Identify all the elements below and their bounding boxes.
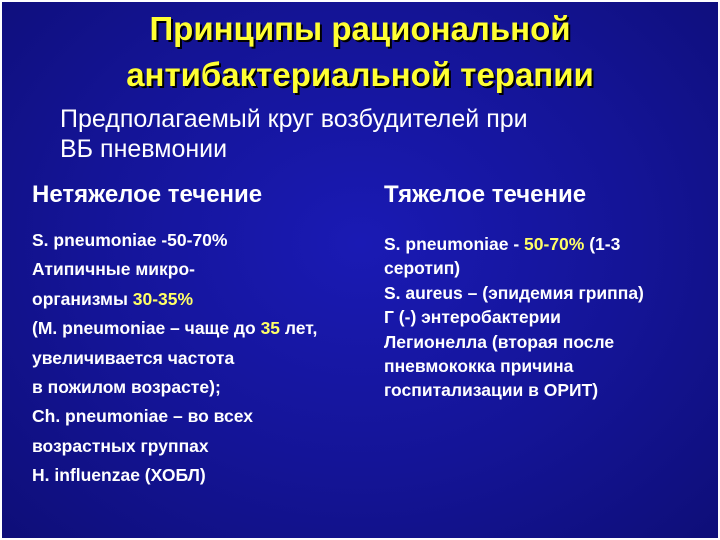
highlighted-number: 35 bbox=[260, 318, 281, 339]
slide-subtitle bbox=[60, 104, 528, 164]
pathogen-text: Ch. pneumoniae – во всех bbox=[32, 406, 253, 427]
pathogen-text: Легионелла (вторая после bbox=[384, 331, 615, 352]
pathogen-text: S. aureus – (эпидемия гриппа) bbox=[384, 282, 644, 303]
pathogen-text: пневмококка причина bbox=[384, 356, 574, 377]
pathogen-text: (1-3 bbox=[584, 234, 621, 254]
highlighted-number: 50-70% bbox=[524, 234, 585, 254]
severe-course-pathogen-list bbox=[384, 232, 644, 403]
mild-course-pathogen-list bbox=[32, 226, 317, 491]
pathogen-line bbox=[32, 373, 317, 402]
title-line-1: Принципы рациональной bbox=[149, 10, 571, 47]
pathogen-text: организмы bbox=[32, 288, 133, 309]
pathogen-text: госпитализации в ОРИТ) bbox=[384, 380, 599, 401]
pathogen-text: лет, bbox=[280, 318, 318, 339]
pathogen-line bbox=[32, 344, 317, 373]
pathogen-text: S. pneumoniae - bbox=[384, 234, 525, 254]
pathogen-line bbox=[32, 226, 317, 255]
subtitle-line-1: Предполагаемый круг возбудителей при bbox=[60, 105, 528, 133]
pathogen-text: увеличивается частота bbox=[32, 347, 235, 368]
slide-title bbox=[2, 6, 718, 98]
pathogen-text: Атипичные микро- bbox=[32, 259, 196, 280]
pathogen-text: H. influenzae (ХОБЛ) bbox=[32, 465, 206, 486]
title-line-2: антибактериальной терапии bbox=[126, 56, 594, 93]
pathogen-line bbox=[32, 432, 317, 461]
pathogen-text: в пожилом возрасте); bbox=[32, 377, 221, 398]
pathogen-text: возрастных группах bbox=[32, 435, 209, 456]
pathogen-line bbox=[32, 402, 317, 431]
pathogen-text: Г (-) энтеробактерии bbox=[384, 307, 561, 328]
pathogen-text: (M. pneumoniae – чаще до bbox=[32, 318, 261, 339]
severe-course-heading: Тяжелое течение bbox=[384, 181, 587, 208]
subtitle-line-2: ВБ пневмонии bbox=[60, 135, 228, 163]
pathogen-text: серотип) bbox=[384, 258, 461, 279]
pathogen-line bbox=[32, 255, 317, 284]
pathogen-line bbox=[384, 256, 644, 280]
mild-course-heading: Нетяжелое течение bbox=[32, 181, 263, 208]
pathogen-line bbox=[384, 354, 644, 378]
highlighted-number: 30-35% bbox=[132, 288, 194, 309]
pathogen-text: S. pneumoniae -50-70% bbox=[32, 230, 228, 250]
pathogen-line bbox=[384, 330, 644, 354]
pathogen-line bbox=[384, 378, 644, 402]
pathogen-line bbox=[384, 232, 644, 256]
pathogen-line bbox=[32, 314, 317, 343]
pathogen-line bbox=[384, 281, 644, 305]
pathogen-line bbox=[384, 305, 644, 329]
pathogen-line bbox=[32, 285, 317, 314]
pathogen-line bbox=[32, 461, 317, 490]
slide bbox=[2, 2, 718, 538]
